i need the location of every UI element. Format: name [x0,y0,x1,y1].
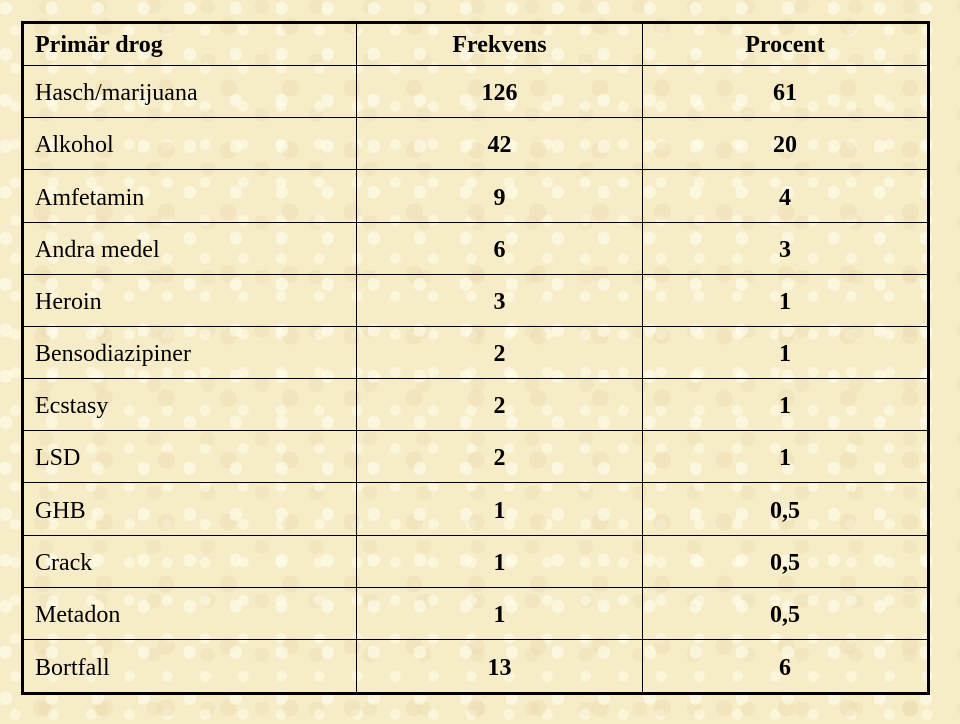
cell-frequency: 2 [357,379,643,431]
cell-percent: 0,5 [643,483,927,535]
cell-drug: Bensodiazipiner [24,327,357,379]
cell-frequency: 126 [357,66,643,118]
header-drug: Primär drog [24,24,357,66]
cell-percent: 1 [643,275,927,327]
cell-frequency: 42 [357,118,643,170]
drug-frequency-table [21,21,930,695]
cell-drug: Alkohol [24,118,357,170]
cell-frequency: 1 [357,536,643,588]
cell-percent: 61 [643,66,927,118]
cell-drug: Hasch/marijuana [24,66,357,118]
cell-percent: 4 [643,170,927,222]
cell-drug: GHB [24,483,357,535]
cell-drug: Heroin [24,275,357,327]
cell-percent: 0,5 [643,588,927,640]
cell-drug: Ecstasy [24,379,357,431]
cell-percent: 1 [643,327,927,379]
cell-drug: LSD [24,431,357,483]
cell-drug: Crack [24,536,357,588]
cell-drug: Metadon [24,588,357,640]
cell-frequency: 1 [357,588,643,640]
header-frequency: Frekvens [357,24,643,66]
cell-frequency: 3 [357,275,643,327]
cell-percent: 6 [779,655,791,681]
cell-percent: 1 [643,379,927,431]
cell-percent: 20 [643,118,927,170]
cell-frequency: 13 [357,640,643,692]
header-percent: Procent [643,24,927,66]
cell-drug: Bortfall [24,640,357,692]
cell-frequency: 2 [357,327,643,379]
cell-percent: 3 [643,223,927,275]
cell-percent: 1 [643,431,927,483]
cell-drug: Andra medel [24,223,357,275]
cell-frequency: 1 [357,483,643,535]
cell-drug: Amfetamin [24,170,357,222]
cell-frequency: 6 [357,223,643,275]
cell-percent: 0,5 [643,536,927,588]
cell-frequency: 2 [357,431,643,483]
cell-frequency: 9 [357,170,643,222]
